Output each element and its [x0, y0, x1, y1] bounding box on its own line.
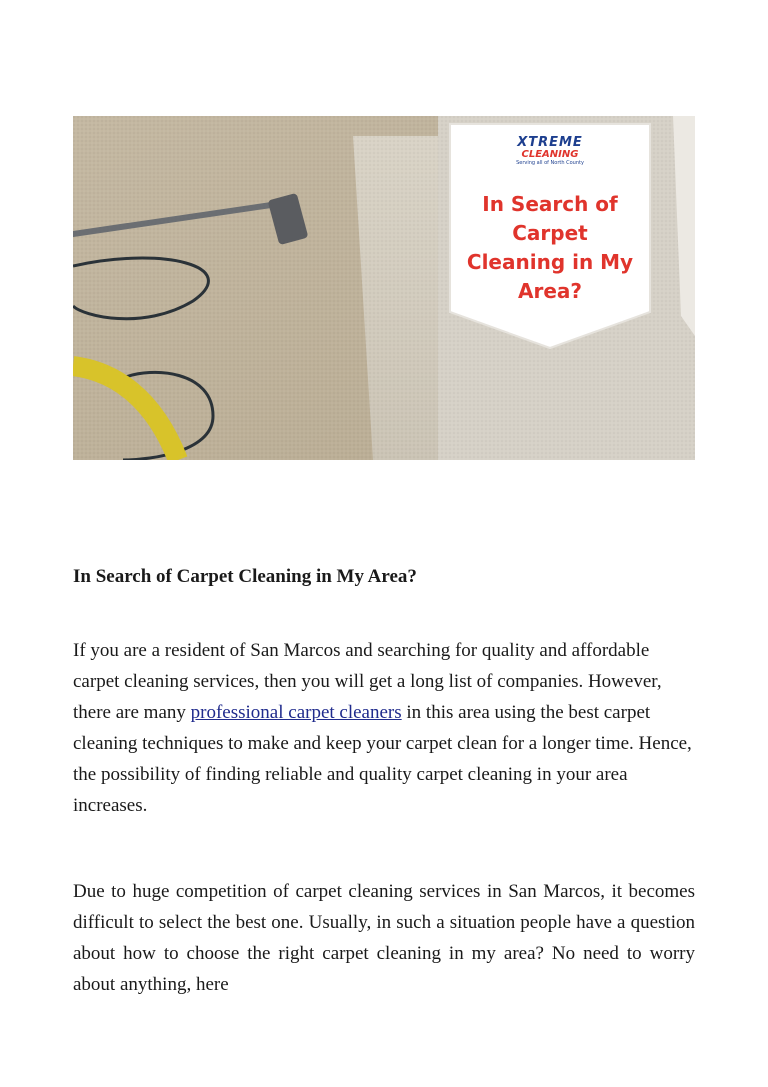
logo-tagline: Serving all of North County — [516, 160, 584, 166]
paragraph-1 — [73, 635, 695, 821]
professional-carpet-cleaners-link[interactable]: professional carpet cleaners — [190, 702, 402, 723]
banner-line-1: In Search of — [482, 192, 618, 216]
paragraph-1-text-a: If you are a resident of San Marcos and searching for quality and affordable carpet cleaning services, then you will get a long list of companies. However, there are many — [73, 640, 662, 723]
banner-line-3: Cleaning in My — [466, 250, 634, 274]
article-title: In Search of Carpet Cleaning in My Area? — [73, 566, 417, 587]
hero-image — [73, 116, 695, 460]
banner-text — [450, 190, 650, 306]
logo-line1: XTREME — [517, 135, 583, 150]
banner-line-4: Area? — [517, 279, 582, 303]
banner-line-2: Carpet — [512, 221, 588, 245]
logo — [499, 136, 601, 167]
logo-line2: CLEANING — [521, 149, 579, 160]
paragraph-2: Due to huge competition of carpet cleaning services in San Marcos, it becomes difficult to select the best one. Usually, in such a situation people have a question about how to choose the right carpet cleaning in my area? No need to worry about anything, here — [73, 881, 695, 995]
paragraph-1-text-b: in this area using the best carpet cleaning techniques to make and keep your carpet clean for a longer time. Hence, the possibility of finding reliable and quality carpet cleaning in your area increases. — [73, 702, 692, 816]
